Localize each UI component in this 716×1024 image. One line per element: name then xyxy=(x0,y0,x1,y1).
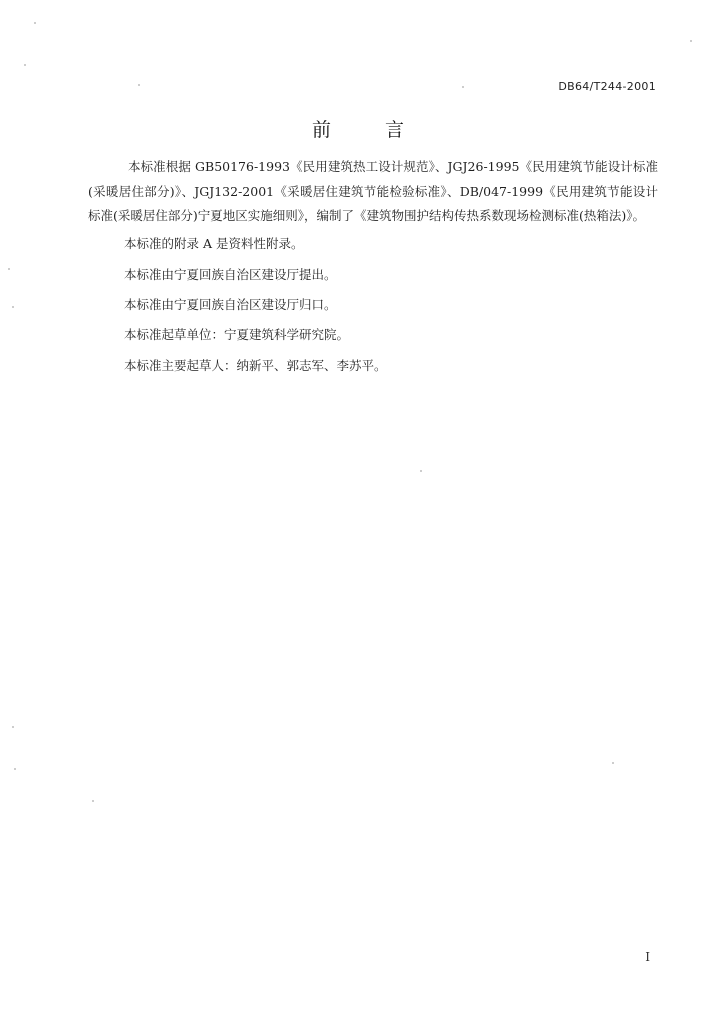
foreword-paragraph-2: 本标准的附录 A 是资料性附录。 xyxy=(124,236,304,251)
scan-speck xyxy=(462,86,464,88)
scan-speck xyxy=(34,22,36,24)
scan-speck xyxy=(12,306,14,308)
scan-speck xyxy=(612,762,614,764)
document-code: DB64/T244-2001 xyxy=(558,80,656,93)
foreword-paragraph-5: 本标准起草单位：宁夏建筑科学研究院。 xyxy=(124,327,350,342)
scan-speck xyxy=(12,726,14,728)
scan-speck xyxy=(8,268,10,270)
scan-speck xyxy=(14,768,16,770)
page-number: I xyxy=(645,950,650,964)
scan-speck xyxy=(24,64,26,66)
foreword-paragraph-1: 本标准根据 GB50176-1993《民用建筑热工设计规范》、JGJ26-1995《民用建筑节能设计标准(采暖居住部分)》、JGJ132-2001《采暖居住建筑节能检验标准》、DB/047-1999《民用建筑节能设计标准(采暖居住部分)宁夏地区实施细则》，编制了《建筑物围护结构传热系数现场检测标准(热箱法)》。 xyxy=(88,159,658,223)
foreword-paragraph-3: 本标准由宁夏回族自治区建设厅提出。 xyxy=(124,267,337,282)
scan-speck xyxy=(690,40,692,42)
foreword-paragraph-6: 本标准主要起草人：纳新平、郭志军、李苏平。 xyxy=(124,358,387,373)
scan-speck xyxy=(92,800,94,802)
scan-speck xyxy=(138,84,140,86)
scan-speck xyxy=(420,470,422,472)
page-title: 前言 xyxy=(311,119,458,141)
foreword-paragraph-4: 本标准由宁夏回族自治区建设厅归口。 xyxy=(124,297,337,312)
